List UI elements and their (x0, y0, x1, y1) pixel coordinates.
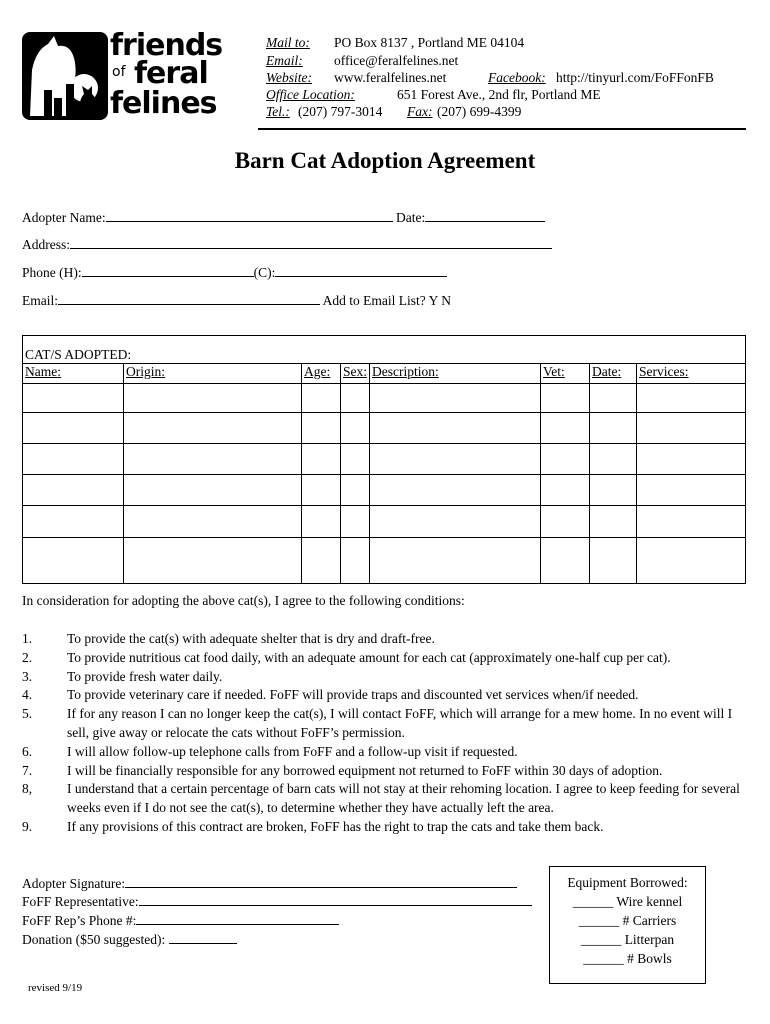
condition-item (22, 630, 746, 649)
page-title: Barn Cat Adoption Agreement (234, 148, 536, 173)
logo (22, 30, 222, 122)
condition-text: To provide nutritious cat food daily, with an adequate amount for each cat (approximately one-half cup per cat). (67, 649, 671, 665)
conditions-intro: In consideration for adopting the above cat(s), I agree to the following conditions: (22, 593, 465, 608)
phone-h-label: Phone (H): (22, 265, 82, 280)
adopter-name-field[interactable] (106, 207, 393, 222)
phone-c-field[interactable] (275, 262, 447, 277)
condition-number: 6. (22, 743, 33, 759)
equipment-bowls[interactable]: ______ # Bowls (583, 951, 672, 966)
fax-label: Fax: (407, 104, 433, 119)
condition-item (22, 762, 746, 781)
facebook-label: Facebook: (488, 70, 546, 85)
logo-text-of: of (112, 64, 126, 80)
date-field[interactable] (425, 207, 545, 222)
phone-row (22, 262, 447, 281)
condition-number: 3. (22, 668, 33, 684)
email-label: Email: (266, 53, 303, 68)
header-divider (258, 128, 746, 130)
condition-item (22, 668, 746, 687)
table-row[interactable] (23, 475, 746, 506)
equipment-wire-kennel[interactable]: ______ Wire kennel (572, 894, 683, 909)
adopter-signature-field[interactable] (125, 873, 517, 888)
adopter-signature-row (22, 873, 517, 892)
table-row[interactable] (23, 384, 746, 413)
header-sex: Sex: (341, 364, 370, 384)
logo-text-felines: felines (110, 86, 217, 121)
cats-adopted-table (22, 335, 746, 584)
equipment-borrowed-box (549, 866, 706, 984)
table-row[interactable] (23, 538, 746, 584)
website-value[interactable]: www.feralfelines.net (334, 70, 447, 85)
header-date: Date: (590, 364, 637, 384)
condition-item (22, 780, 746, 818)
equipment-litterpan[interactable]: ______ Litterpan (580, 932, 675, 947)
condition-text: I understand that a certain percentage of barn cats will not stay at their rehoming location. I agree to keep feeding for several weeks even if I do not see the cat(s), to determine whether they have actually left the area. (67, 781, 740, 816)
table-header-row (23, 364, 746, 384)
condition-item (22, 705, 746, 743)
conditions-list (22, 630, 746, 837)
condition-number: 4. (22, 687, 33, 703)
rep-phone-label: FoFF Rep’s Phone #: (22, 913, 137, 928)
tel-label: Tel.: (266, 104, 290, 119)
equipment-carriers[interactable]: ______ # Carriers (578, 913, 677, 928)
address-row (22, 234, 552, 253)
condition-text: To provide the cat(s) with adequate shelter that is dry and draft-free. (67, 631, 435, 646)
website-label: Website: (266, 70, 312, 85)
condition-number: 8, (22, 781, 33, 797)
table-row[interactable] (23, 413, 746, 444)
office-label: Office Location: (266, 87, 355, 102)
mail-label: Mail to: (266, 35, 310, 50)
condition-number: 9. (22, 818, 33, 834)
donation-row (22, 929, 237, 948)
email-field-label: Email: (22, 293, 58, 308)
email-list-option[interactable]: Add to Email List? Y N (322, 293, 451, 308)
tel-value: (207) 797-3014 (298, 104, 383, 119)
email-field[interactable] (58, 290, 320, 305)
condition-text: If any provisions of this contract are broken, FoFF has the right to trap the cats and take them back. (67, 818, 604, 834)
logo-text-friends: friends (110, 28, 223, 63)
table-caption: CAT/S ADOPTED: (23, 336, 746, 364)
date-label: Date: (395, 210, 426, 225)
foff-rep-row (22, 891, 532, 910)
condition-item (22, 649, 746, 668)
rep-phone-row (22, 910, 339, 929)
table-row[interactable] (23, 444, 746, 475)
email-value[interactable]: office@feralfelines.net (334, 53, 459, 68)
condition-text: To provide veterinary care if needed. FoFF will provide traps and discounted vet services when/if needed. (67, 687, 639, 703)
condition-number: 2. (22, 649, 33, 665)
fax-value: (207) 699-4399 (437, 104, 522, 119)
condition-number: 1. (22, 631, 33, 646)
donation-label: Donation ($50 suggested): (22, 932, 166, 947)
header-services: Services: (637, 364, 746, 384)
table-row[interactable] (23, 506, 746, 538)
header-vet: Vet: (541, 364, 590, 384)
condition-item (22, 686, 746, 705)
adopter-name-label: Adopter Name: (22, 210, 106, 225)
header-description: Description: (370, 364, 541, 384)
rep-phone-field[interactable] (136, 910, 339, 925)
foff-rep-field[interactable] (139, 891, 532, 906)
adopter-signature-label: Adopter Signature: (22, 876, 126, 891)
header-name: Name: (23, 364, 124, 384)
condition-text: I will allow follow-up telephone calls from FoFF and a follow-up visit if requested. (67, 743, 518, 759)
table-caption-row (23, 336, 746, 364)
equipment-title: Equipment Borrowed: (567, 875, 688, 890)
email-row (22, 290, 451, 309)
logo-text-feral: feral (134, 56, 208, 91)
header-origin: Origin: (124, 364, 302, 384)
revision-note: revised 9/19 (28, 982, 83, 994)
address-label: Address: (22, 237, 70, 252)
condition-text: To provide fresh water daily. (67, 668, 223, 684)
header-age: Age: (302, 364, 341, 384)
facebook-value[interactable]: http://tinyurl.com/FoFFonFB (556, 70, 714, 85)
condition-number: 5. (22, 706, 33, 722)
office-value: 651 Forest Ave., 2nd flr, Portland ME (397, 87, 601, 102)
address-field[interactable] (70, 234, 552, 249)
mail-value: PO Box 8137 , Portland ME 04104 (334, 35, 525, 50)
condition-text: If for any reason I can no longer keep the cat(s), I will contact FoFF, which will arrange for a mew home. In no event will I sell, give away or relocate the cats without FoFF’s permission. (67, 706, 733, 740)
phone-c-label: (C): (253, 265, 276, 280)
condition-item (22, 743, 746, 762)
condition-item (22, 818, 746, 837)
condition-text: I will be financially responsible for any borrowed equipment not returned to FoFF within 30 days of adoption. (67, 762, 663, 778)
adopter-name-row (22, 207, 545, 226)
condition-number: 7. (22, 762, 33, 778)
foff-rep-label: FoFF Representative: (22, 894, 139, 909)
phone-h-field[interactable] (82, 262, 254, 277)
donation-field[interactable] (169, 929, 237, 944)
